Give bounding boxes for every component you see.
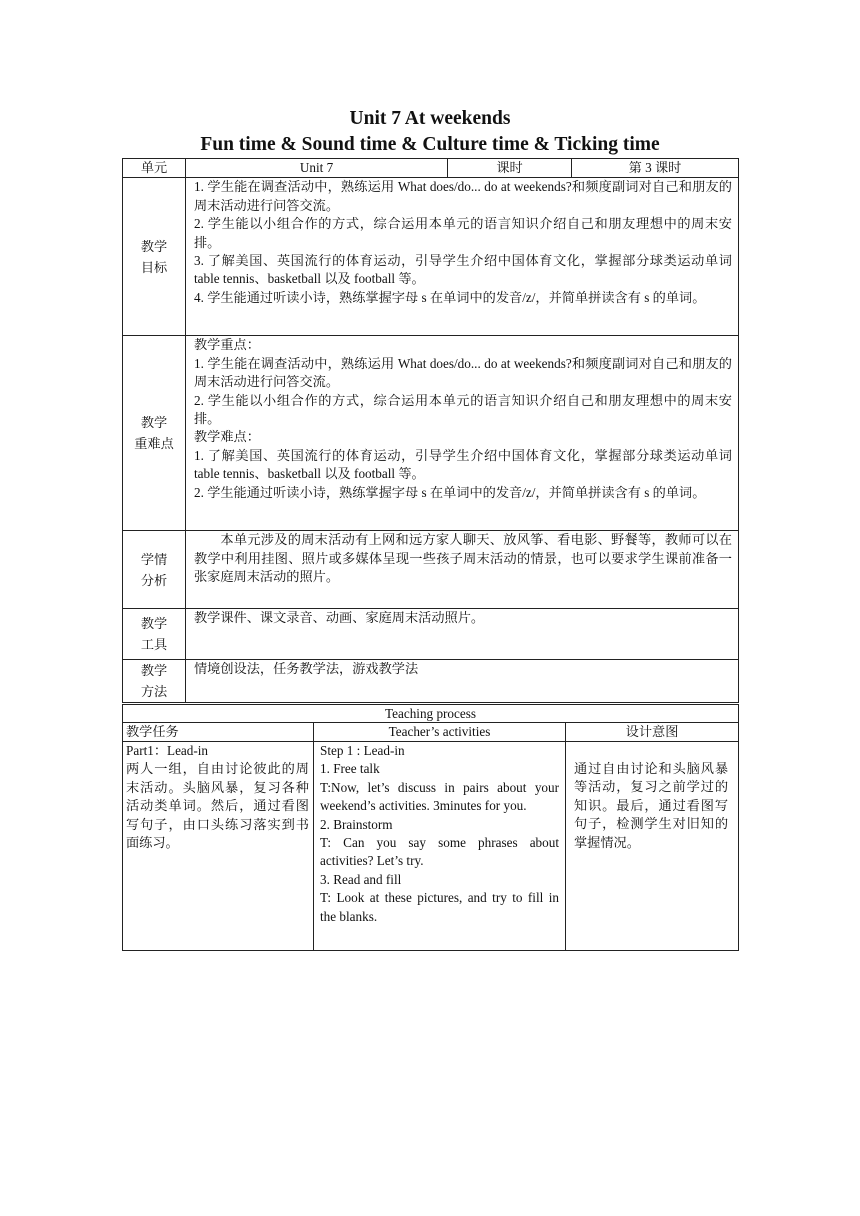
period-value: 第 3 课时 — [572, 159, 739, 178]
focus-title: 教学重点： — [194, 337, 260, 353]
col-design-header: 设计意图 — [566, 723, 739, 742]
methods-content — [186, 660, 739, 703]
task-text: 两人一组，自由讨论彼此的周末活动。头脑风暴，复习各种活动类单词。然后，通过看图写句子，由口头练习落实到书面练习。 — [126, 761, 309, 851]
methods-row — [123, 660, 739, 703]
period-label: 课时 — [448, 159, 572, 178]
analysis-content — [186, 531, 739, 609]
teacher-line: T: Can you say some phrases about activities? Let’s try. — [320, 835, 559, 869]
process-step-row — [123, 742, 739, 951]
teacher-activities-cell — [314, 742, 566, 951]
key-points-label: 教学 重难点 — [123, 336, 186, 531]
task-title: Part1：Lead-in — [126, 743, 209, 758]
analysis-row — [123, 531, 739, 609]
lesson-subtitle: Fun time & Sound time & Culture time & Ticking time — [200, 134, 660, 155]
teacher-line: T: Look at these pictures, and try to fill in the blanks. — [320, 890, 559, 924]
task-cell — [123, 742, 314, 951]
process-banner: Teaching process — [123, 705, 739, 723]
analysis-text: 本单元涉及的周末活动有上网和远方家人聊天、放风筝、看电影、野餐等，教师可以在教学中利用挂图、照片或多媒体呈现一些孩子周末活动的情景，也可以要求学生课前准备一张家庭周末活动的照片。 — [194, 532, 732, 585]
teacher-line: Step 1 : Lead-in — [320, 743, 405, 758]
unit-row — [123, 159, 739, 178]
unit-label: 单元 — [123, 159, 186, 178]
goal-item: 4. 学生能通过听读小诗，熟练掌握字母 s 在单词中的发音/z/，并简单拼读含有 s 的单词。 — [194, 289, 706, 305]
methods-text: 情境创设法，任务教学法，游戏教学法 — [194, 661, 419, 677]
tools-content — [186, 609, 739, 660]
tools-label: 教学 工具 — [123, 609, 186, 660]
difficulty-item: 2. 学生能通过听读小诗，熟练掌握字母 s 在单词中的发音/z/，并简单拼读含有 s 的单词。 — [194, 484, 706, 500]
goals-content — [186, 178, 739, 336]
unit-value: Unit 7 — [186, 159, 448, 178]
difficulty-title: 教学难点： — [194, 429, 260, 445]
analysis-label: 学情 分析 — [123, 531, 186, 609]
focus-item: 1. 学生能在调查活动中，熟练运用 What does/do... do at weekends?和频度副词对自己和朋友的周末活动进行问答交流。 — [194, 355, 732, 390]
focus-item: 2. 学生能以小组合作的方式，综合运用本单元的语言知识介绍自己和朋友理想中的周末安排。 — [194, 392, 732, 427]
design-text: 通过自由讨论和头脑风暴等活动，复习之前学过的知识。最后，通过看图写句子，检测学生对旧知的掌握情况。 — [574, 761, 729, 850]
key-points-row — [123, 336, 739, 531]
lesson-info-table — [122, 158, 739, 703]
goal-item: 2. 学生能以小组合作的方式，综合运用本单元的语言知识介绍自己和朋友理想中的周末安排。 — [194, 216, 732, 250]
methods-label: 教学 方法 — [123, 660, 186, 703]
teacher-line: 3. Read and fill — [320, 871, 402, 887]
process-banner-row — [123, 705, 739, 723]
teaching-process-table — [122, 704, 739, 951]
col-task-header: 教学任务 — [123, 723, 314, 742]
teacher-line: T:Now, let’s discuss in pairs about your weekend’s activities. 3minutes for you. — [320, 779, 559, 814]
teacher-line: 1. Free talk — [320, 761, 380, 777]
difficulty-item: 1. 了解美国、英国流行的体育运动，引导学生介绍中国体育文化，掌握部分球类运动单词 table tennis、basketball 以及 football 等。 — [194, 447, 732, 482]
design-intent-cell — [566, 742, 739, 951]
goal-item: 3. 了解美国、英国流行的体育运动，引导学生介绍中国体育文化，掌握部分球类运动单词 table tennis、basketball 以及 football 等。 — [194, 253, 732, 287]
teacher-line: 2. Brainstorm — [320, 816, 393, 832]
tools-row — [123, 609, 739, 660]
col-teacher-header: Teacher’s activities — [314, 723, 566, 742]
process-header-row — [123, 723, 739, 742]
goals-row — [123, 178, 739, 336]
tools-text: 教学课件、课文录音、动画、家庭周末活动照片。 — [194, 610, 485, 626]
goals-label: 教学 目标 — [123, 178, 186, 336]
lesson-title: Unit 7 At weekends — [349, 108, 511, 129]
key-points-content — [186, 336, 739, 531]
goal-item: 1. 学生能在调查活动中，熟练运用 What does/do... do at weekends?和频度副词对自己和朋友的周末活动进行问答交流。 — [194, 179, 732, 213]
